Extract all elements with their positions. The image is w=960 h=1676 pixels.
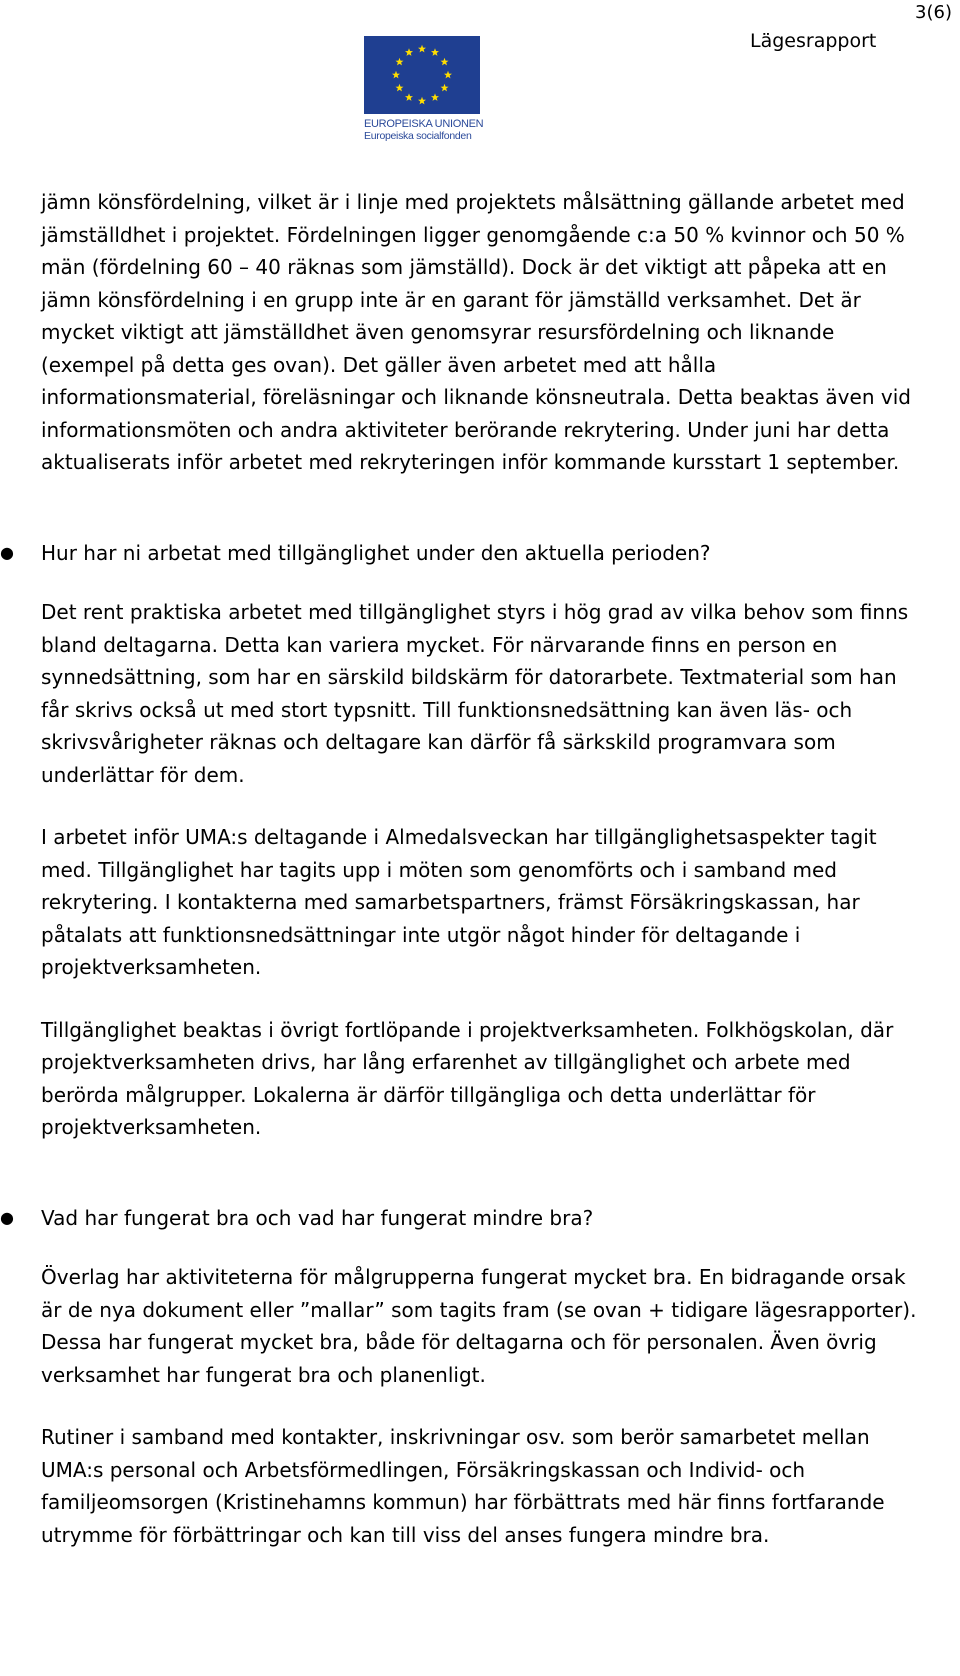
paragraph-q1-2: I arbetet inför UMA:s deltagande i Almedalsveckan har tillgänglighetsaspekter tagit med. Tillgänglighet har tagits upp i möten som genomförts och i samband med rekrytering. I kontakterna med samarbetspartners, främst Försäkringskassan, har påtalats att funktionsnedsättningar inte utgör något hinder för deltagande i projektverksamheten. — [41, 825, 877, 979]
question-2 — [0, 1202, 921, 1235]
eu-flag-icon — [364, 36, 480, 114]
paragraph-q2-2: Rutiner i samband med kontakter, inskrivningar osv. som berör samarbetet mellan UMA:s personal och Arbetsförmedlingen, Försäkringskassan och Individ- och familjeomsorgen (Kristinehamns kommun) har förbättrats med här finns fortfarande utrymme för förbättringar och kan till viss del anses fungera mindre bra. — [41, 1425, 885, 1547]
paragraph-q1-1: Det rent praktiska arbetet med tillgänglighet styrs i hög grad av vilka behov som finns bland deltagarna. Detta kan variera mycket. För närvarande finns en person en synnedsättning, som har en särskild bildskärm för datorarbete. Textmaterial som han får skrivs också ut med stort typsnitt. Till funktionsnedsättning kan även läs- och skrivsvårigheter räknas och deltagare kan därför få särkskild programvara som underlättar för dem. — [41, 600, 909, 787]
eu-logo-text-union: EUROPEISKA UNIONEN — [364, 118, 484, 130]
question-1 — [0, 537, 921, 570]
question-1-text: Hur har ni arbetat med tillgänglighet under den aktuella perioden? — [41, 540, 711, 565]
eu-logo — [364, 36, 484, 142]
paragraph-intro: jämn könsfördelning, vilket är i linje med projektets målsättning gällande arbetet med jämställdhet i projektet. Fördelningen ligger genomgående c:a 50 % kvinnor och 50 % män (fördelning 60 – 40 räknas som jämställd). Dock är det viktigt att påpeka att en jämn könsfördelning i en grupp inte är en garant för jämställd verksamhet. Det är mycket viktigt att jämställdhet även genomsyrar resursfördelning och liknande (exempel på detta ges ovan). Det gäller även arbetet med att hålla informationsmaterial, föreläsningar och liknande könsneutrala. Detta beaktas även vid informationsmöten och andra aktiviteter berörande rekrytering. Under juni har detta aktualiserats inför arbetet med rekryteringen inför kommande kursstart 1 september. — [41, 190, 911, 474]
question-2-text: Vad har fungerat bra och vad har fungerat mindre bra? — [41, 1205, 594, 1230]
document-title: Lägesrapport — [750, 30, 877, 52]
eu-logo-text-fund: Europeiska socialfonden — [364, 130, 472, 142]
paragraph-q2-1: Överlag har aktiviteterna för målgrupperna fungerat mycket bra. En bidragande orsak är de nya dokument eller ”mallar” som tagits fram (se ovan + tidigare lägesrapporter). Dessa har fungerat mycket bra, både för deltagarna och för personalen. Även övrig verksamhet har fungerat bra och planenligt. — [41, 1265, 917, 1387]
paragraph-q1-3: Tillgänglighet beaktas i övrigt fortlöpande i projektverksamheten. Folkhögskolan, där projektverksamheten drivs, har lång erfarenhet av tillgänglighet och arbete med berörda målgrupper. Lokalerna är därför tillgängliga och detta underlättar för projektverksamheten. — [41, 1017, 894, 1139]
page-number: 3(6) — [915, 2, 952, 23]
bullet-icon: ● — [0, 542, 14, 562]
document-body — [0, 186, 921, 1551]
bullet-icon: ● — [0, 1207, 14, 1227]
